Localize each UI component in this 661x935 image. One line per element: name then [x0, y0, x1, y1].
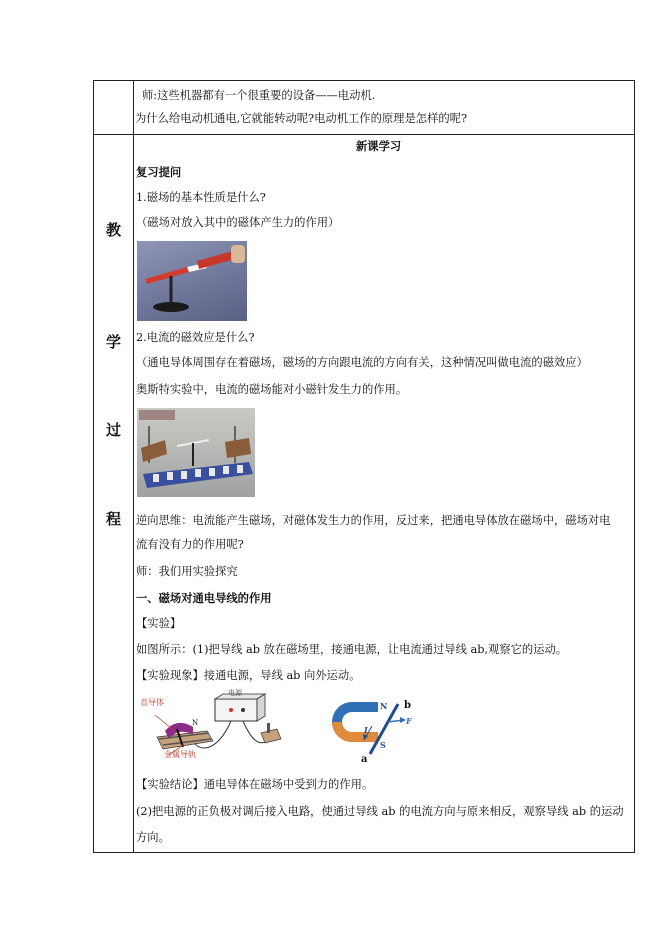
- wire-b-label: b: [404, 700, 411, 711]
- part1-heading: 一、磁场对通电导线的作用: [136, 591, 272, 605]
- experiment-desc: 如图所示：(1)把导线 ab 放在磁场里，接通电源，让电流通过导线 ab,观察它的运动。: [136, 643, 568, 656]
- step2-line-2: 方向。: [136, 831, 170, 844]
- intro-line-1: 师:这些机器都有一个很重要的设备——电动机.: [142, 89, 376, 102]
- oersted-note: 奥斯特实验中，电流的磁场能对小磁针发生力的作用。: [136, 383, 408, 396]
- wire-a-label: a: [361, 754, 368, 765]
- side-label-4: 程: [105, 510, 121, 528]
- column-divider-main: [133, 134, 134, 853]
- teacher-line: 师：我们用实验探究: [136, 565, 238, 578]
- conductor-label: 直导体: [140, 698, 164, 707]
- magnet-s-label: S: [380, 740, 386, 750]
- experiment-tag: 【实验】: [136, 617, 182, 630]
- current-label: I: [364, 725, 368, 735]
- reverse-line-1: 逆向思维：电流能产生磁场，对磁体发生力的作用，反过来，把通电导体放在磁场中，磁场对电: [136, 514, 611, 527]
- side-label-1: 教: [105, 221, 121, 239]
- magnet-n-label: N: [380, 701, 388, 711]
- intro-line-2: 为什么给电动机通电,它就能转动呢?电动机工作的原理是怎样的呢?: [135, 112, 468, 125]
- pole-n-label: N: [192, 719, 199, 727]
- experiment-phenomenon: 【实验现象】接通电源，导线 ab 向外运动。: [136, 669, 361, 682]
- step2-line-1: (2)把电源的正负极对调后接入电路，使通过导线 ab 的电流方向与原来相反，观察导线 ab 的运动: [136, 805, 624, 818]
- reverse-line-2: 流有没有力的作用呢?: [136, 538, 244, 551]
- section-title: 新课学习: [356, 139, 402, 153]
- question-2: 2.电流的磁效应是什么?: [136, 331, 255, 344]
- answer-2: （通电导体周围存在着磁场，磁场的方向跟电流的方向有关，这种情况叫做电流的磁效应）: [136, 356, 588, 369]
- oersted-photo: [137, 408, 255, 497]
- lesson-table: [93, 80, 635, 853]
- power-label: 电源: [228, 689, 242, 697]
- column-divider: [133, 81, 134, 134]
- experiment-conclusion: 【实验结论】通电导体在磁场中受到力的作用。: [136, 778, 374, 791]
- review-heading: 复习提问: [136, 165, 182, 179]
- rail-label: 金属导轨: [164, 750, 196, 759]
- force-label: F: [406, 716, 412, 726]
- side-label-2: 学: [105, 333, 121, 351]
- answer-1: （磁场对放入其中的磁体产生力的作用）: [136, 216, 340, 229]
- intro-row: [94, 81, 634, 135]
- question-1: 1.磁场的基本性质是什么?: [136, 191, 266, 204]
- magnet-needle-photo: [137, 241, 247, 321]
- side-label-3: 过: [105, 421, 121, 439]
